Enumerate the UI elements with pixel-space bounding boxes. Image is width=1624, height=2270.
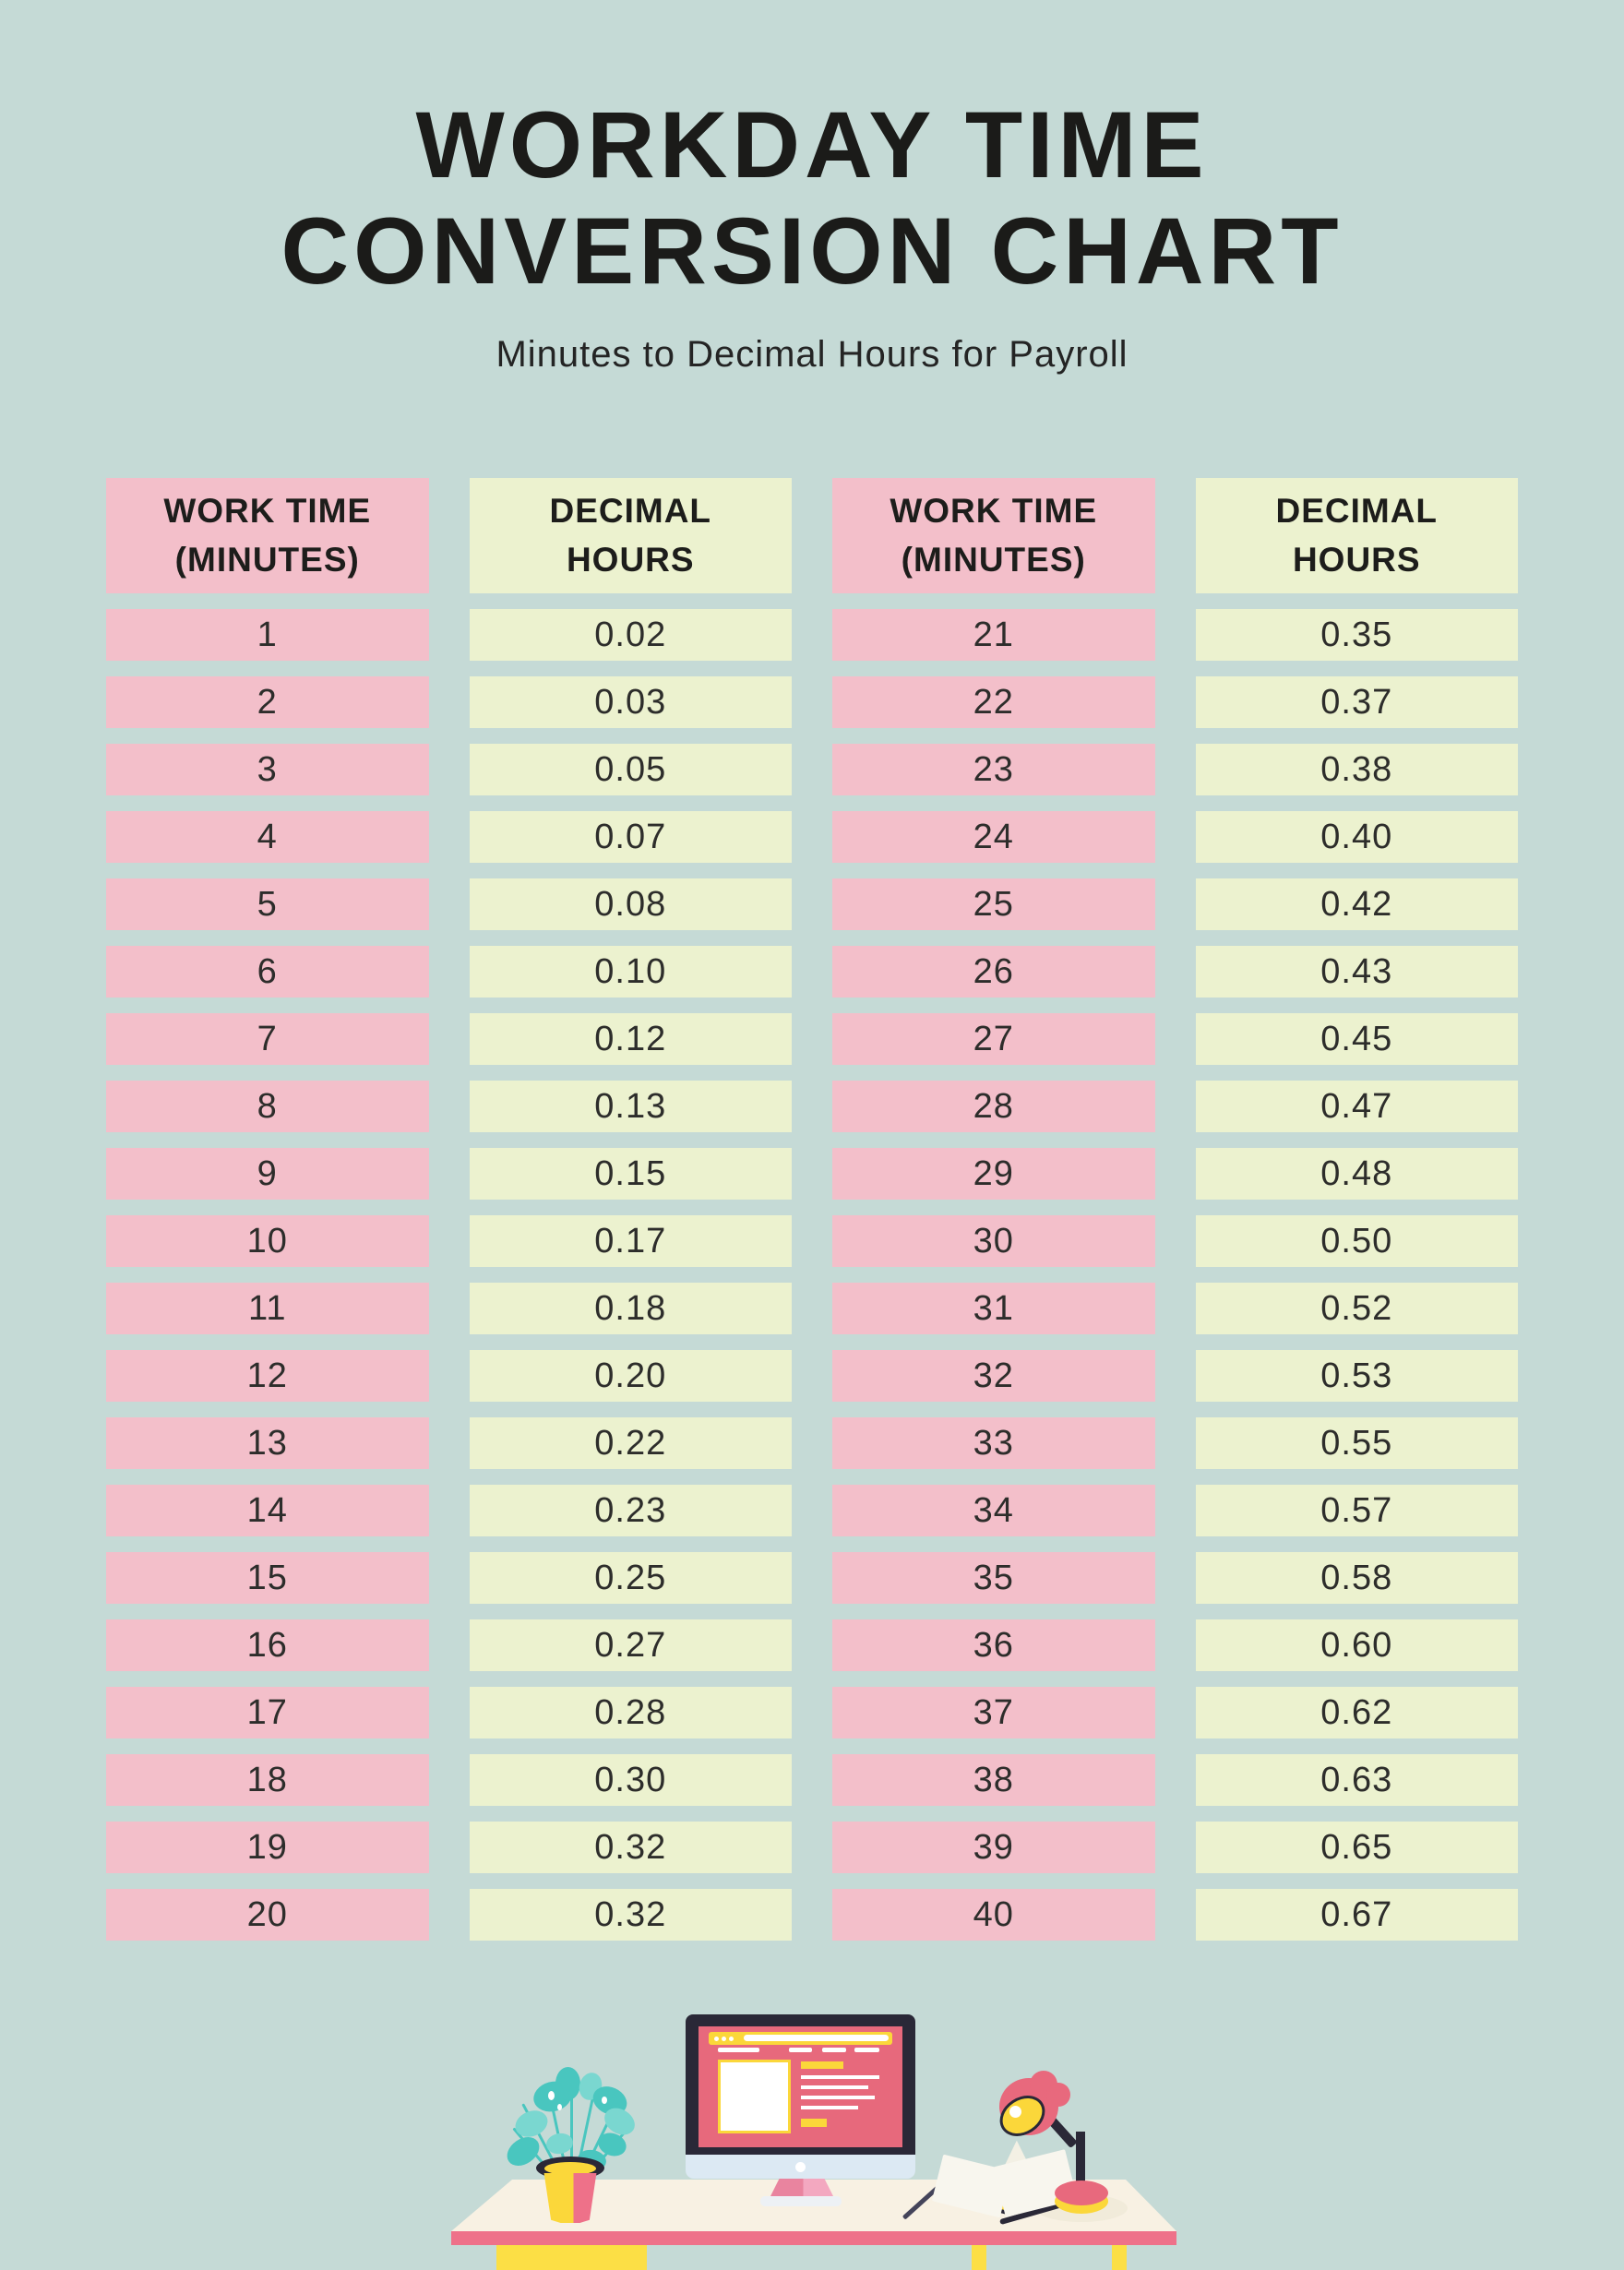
decimal-cell: 0.63 — [1196, 1754, 1519, 1806]
decimal-cell: 0.25 — [470, 1552, 793, 1604]
decimal-cell: 0.32 — [470, 1822, 793, 1873]
decimal-cell: 0.58 — [1196, 1552, 1519, 1604]
decimal-cell: 0.20 — [470, 1350, 793, 1402]
minutes-cell: 15 — [106, 1552, 429, 1604]
content-button-small — [801, 2119, 827, 2127]
browser-dot — [722, 2037, 726, 2041]
minutes-cell: 38 — [832, 1754, 1155, 1806]
text-line — [801, 2096, 875, 2099]
desk-leg — [1112, 2245, 1127, 2270]
minutes-cell: 35 — [832, 1552, 1155, 1604]
browser-address-bar — [744, 2035, 889, 2041]
monitor-stand — [770, 2179, 833, 2196]
minutes-cell: 11 — [106, 1283, 429, 1334]
minutes-cell: 5 — [106, 878, 429, 930]
decimal-cell: 0.10 — [470, 946, 793, 998]
header-text: DECIMAL — [549, 491, 712, 530]
minutes-cell: 24 — [832, 811, 1155, 863]
minutes-cell: 28 — [832, 1081, 1155, 1132]
decimal-cell: 0.30 — [470, 1754, 793, 1806]
decimal-cell: 0.13 — [470, 1081, 793, 1132]
minutes-cell: 25 — [832, 878, 1155, 930]
decimal-cell: 0.32 — [470, 1889, 793, 1941]
text-line — [801, 2085, 868, 2089]
decimal-cell: 0.60 — [1196, 1619, 1519, 1671]
minutes-cell: 3 — [106, 744, 429, 795]
header-text: (MINUTES) — [174, 540, 360, 579]
decimal-cell: 0.02 — [470, 609, 793, 661]
decimal-cell: 0.47 — [1196, 1081, 1519, 1132]
decimal-cell: 0.27 — [470, 1619, 793, 1671]
minutes-cell: 18 — [106, 1754, 429, 1806]
minutes-cell: 40 — [832, 1889, 1155, 1941]
leaf-spot — [557, 2104, 562, 2110]
minutes-cell: 10 — [106, 1215, 429, 1267]
pot-soil — [544, 2162, 596, 2175]
header-text: HOURS — [1292, 540, 1421, 579]
title-line-2: CONVERSION CHART — [281, 198, 1343, 305]
minutes-cell: 8 — [106, 1081, 429, 1132]
menu-line — [854, 2048, 879, 2052]
minutes-cell: 2 — [106, 676, 429, 728]
decimal-cell: 0.48 — [1196, 1148, 1519, 1200]
minutes-cell: 34 — [832, 1485, 1155, 1536]
minutes-cell: 19 — [106, 1822, 429, 1873]
minutes-cell: 27 — [832, 1013, 1155, 1065]
minutes-cell: 21 — [832, 609, 1155, 661]
decimal-cell: 0.40 — [1196, 811, 1519, 863]
minutes-cell: 23 — [832, 744, 1155, 795]
browser-dot — [729, 2037, 734, 2041]
minutes-cell: 26 — [832, 946, 1155, 998]
decimal-cell: 0.37 — [1196, 676, 1519, 728]
minutes-cell: 29 — [832, 1148, 1155, 1200]
minutes-cell: 31 — [832, 1283, 1155, 1334]
decimal-cell: 0.35 — [1196, 609, 1519, 661]
minutes-cell: 16 — [106, 1619, 429, 1671]
menu-line — [789, 2048, 812, 2052]
minutes-cell: 37 — [832, 1687, 1155, 1738]
minutes-cell: 17 — [106, 1687, 429, 1738]
decimal-cell: 0.55 — [1196, 1417, 1519, 1469]
monitor-logo-dot — [795, 2162, 806, 2172]
decimal-cell: 0.05 — [470, 744, 793, 795]
decimal-cell: 0.53 — [1196, 1350, 1519, 1402]
decimal-cell: 0.42 — [1196, 878, 1519, 930]
lamp-highlight — [1009, 2106, 1021, 2118]
content-panel — [718, 2060, 791, 2133]
header-text: WORK TIME — [890, 491, 1098, 530]
decimal-cell: 0.22 — [470, 1417, 793, 1469]
desk-leg — [972, 2245, 986, 2270]
minutes-cell: 7 — [106, 1013, 429, 1065]
decimal-cell: 0.50 — [1196, 1215, 1519, 1267]
page-subtitle: Minutes to Decimal Hours for Payroll — [496, 334, 1128, 375]
decimal-cell: 0.67 — [1196, 1889, 1519, 1941]
minutes-cell: 1 — [106, 609, 429, 661]
decimal-cell: 0.52 — [1196, 1283, 1519, 1334]
desk-front-edge — [451, 2231, 1176, 2245]
decimal-cell: 0.43 — [1196, 946, 1519, 998]
minutes-cell: 36 — [832, 1619, 1155, 1671]
leaf-spot — [548, 2091, 555, 2100]
minutes-cell: 12 — [106, 1350, 429, 1402]
title-line-1: WORKDAY TIME — [415, 92, 1209, 197]
plant-leaf — [555, 2067, 580, 2100]
pot-body — [543, 2173, 597, 2223]
content-button — [801, 2061, 843, 2069]
decimal-cell: 0.12 — [470, 1013, 793, 1065]
desk-leg — [496, 2245, 647, 2270]
decimal-cell: 0.57 — [1196, 1485, 1519, 1536]
minutes-cell: 9 — [106, 1148, 429, 1200]
decimal-cell: 0.28 — [470, 1687, 793, 1738]
decimal-cell: 0.17 — [470, 1215, 793, 1267]
decimal-cell: 0.23 — [470, 1485, 793, 1536]
minutes-cell: 39 — [832, 1822, 1155, 1873]
minutes-cell: 4 — [106, 811, 429, 863]
leaf-spot — [602, 2097, 607, 2104]
decimal-cell: 0.03 — [470, 676, 793, 728]
text-line — [801, 2106, 858, 2109]
minutes-cell: 32 — [832, 1350, 1155, 1402]
decimal-cell: 0.15 — [470, 1148, 793, 1200]
header-text: (MINUTES) — [901, 540, 1086, 579]
minutes-cell: 13 — [106, 1417, 429, 1469]
menu-line — [718, 2048, 759, 2052]
decimal-cell: 0.07 — [470, 811, 793, 863]
monitor-base — [760, 2196, 842, 2206]
minutes-cell: 6 — [106, 946, 429, 998]
browser-dot — [714, 2037, 719, 2041]
minutes-cell: 30 — [832, 1215, 1155, 1267]
minutes-cell: 20 — [106, 1889, 429, 1941]
lamp-shade-bump — [1046, 2083, 1070, 2107]
decimal-cell: 0.65 — [1196, 1822, 1519, 1873]
decimal-cell: 0.38 — [1196, 744, 1519, 795]
minutes-cell: 33 — [832, 1417, 1155, 1469]
minutes-cell: 14 — [106, 1485, 429, 1536]
decimal-cell: 0.62 — [1196, 1687, 1519, 1738]
minutes-cell: 22 — [832, 676, 1155, 728]
text-line — [801, 2075, 879, 2079]
decimal-cell: 0.18 — [470, 1283, 793, 1334]
decimal-cell: 0.08 — [470, 878, 793, 930]
header-text: DECIMAL — [1275, 491, 1439, 530]
header-text: WORK TIME — [163, 491, 372, 530]
header-text: HOURS — [566, 540, 695, 579]
lamp-base-top — [1055, 2180, 1108, 2205]
decimal-cell: 0.45 — [1196, 1013, 1519, 1065]
menu-line — [822, 2048, 846, 2052]
